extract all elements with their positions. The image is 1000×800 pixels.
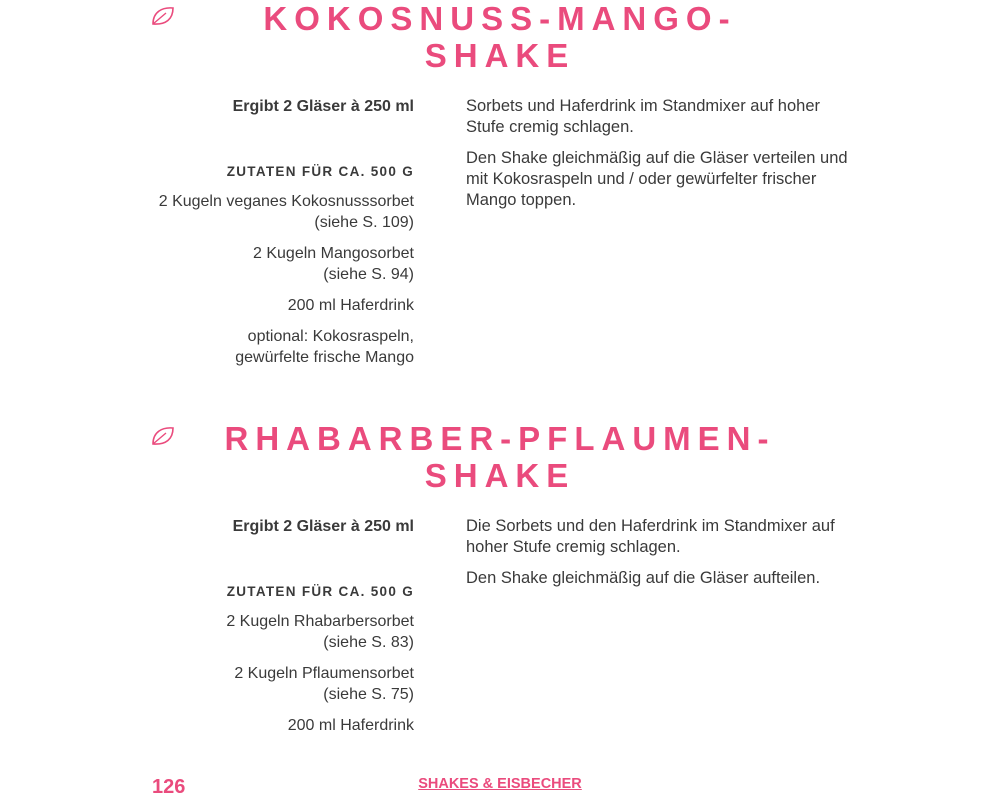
- ingredient-line: gewürfelte frische Mango: [235, 349, 414, 366]
- ingredient-item: [140, 326, 414, 368]
- ingredients-heading: ZUTATEN FÜR CA. 500 G: [226, 584, 414, 599]
- recipe-title: [175, 420, 825, 494]
- ingredient-item: [140, 191, 414, 233]
- step-text: Den Shake gleichmäßig auf die Gläser aufteilen.: [466, 569, 821, 587]
- title-line-2: SHAKE: [424, 37, 576, 74]
- ingredient-line: 200 ml Haferdrink: [287, 297, 414, 314]
- ingredients-heading: ZUTATEN FÜR CA. 500 G: [226, 164, 414, 179]
- ingredient-list: [140, 191, 414, 378]
- leaf-icon: [150, 424, 176, 448]
- recipe-meta: [140, 516, 414, 756]
- ingredient-line: 2 Kugeln Rhabarbersorbet: [226, 613, 414, 630]
- leaf-icon: [150, 4, 176, 28]
- ingredient-line: optional: Kokosraspeln,: [247, 328, 414, 345]
- step-text: Die Sorbets und den Haferdrink im Standmixer auf hoher Stufe cremig schlagen.: [466, 517, 835, 556]
- yield-text: Ergibt 2 Gläser à 250 ml: [232, 518, 414, 535]
- recipe-title: [175, 0, 825, 74]
- ingredient-item: [140, 243, 414, 285]
- ingredient-ref: (siehe S. 109): [314, 214, 414, 231]
- ingredient-line: 200 ml Haferdrink: [287, 717, 414, 734]
- yield-text: Ergibt 2 Gläser à 250 ml: [232, 98, 414, 115]
- title-line-2: SHAKE: [424, 457, 576, 494]
- ingredient-list: [140, 611, 414, 746]
- ingredient-line: 2 Kugeln Pflaumensorbet: [234, 665, 414, 682]
- section-link[interactable]: SHAKES & EISBECHER: [418, 776, 582, 792]
- ingredient-item: [140, 295, 414, 316]
- recipe-steps: [466, 96, 856, 221]
- recipe-meta: [140, 96, 414, 386]
- ingredient-line: 2 Kugeln Mangosorbet: [253, 245, 414, 262]
- step-text: Den Shake gleichmäßig auf die Gläser verteilen und mit Kokosraspeln und / oder gewürfelter frischer Mango toppen.: [466, 149, 848, 209]
- title-line-1: RHABARBER-PFLAUMEN-: [224, 420, 776, 457]
- page-number: 126: [152, 776, 186, 798]
- ingredient-ref: (siehe S. 83): [323, 634, 414, 651]
- ingredient-ref: (siehe S. 94): [323, 266, 414, 283]
- ingredient-item: [140, 715, 414, 736]
- title-line-1: KOKOSNUSS-MANGO-: [263, 0, 737, 37]
- ingredient-line: 2 Kugeln veganes Kokosnusssorbet: [158, 193, 414, 210]
- ingredient-ref: (siehe S. 75): [323, 686, 414, 703]
- recipe-steps: [466, 516, 856, 599]
- ingredient-item: [140, 611, 414, 653]
- ingredient-item: [140, 663, 414, 705]
- step-text: Sorbets und Haferdrink im Standmixer auf hoher Stufe cremig schlagen.: [466, 97, 821, 136]
